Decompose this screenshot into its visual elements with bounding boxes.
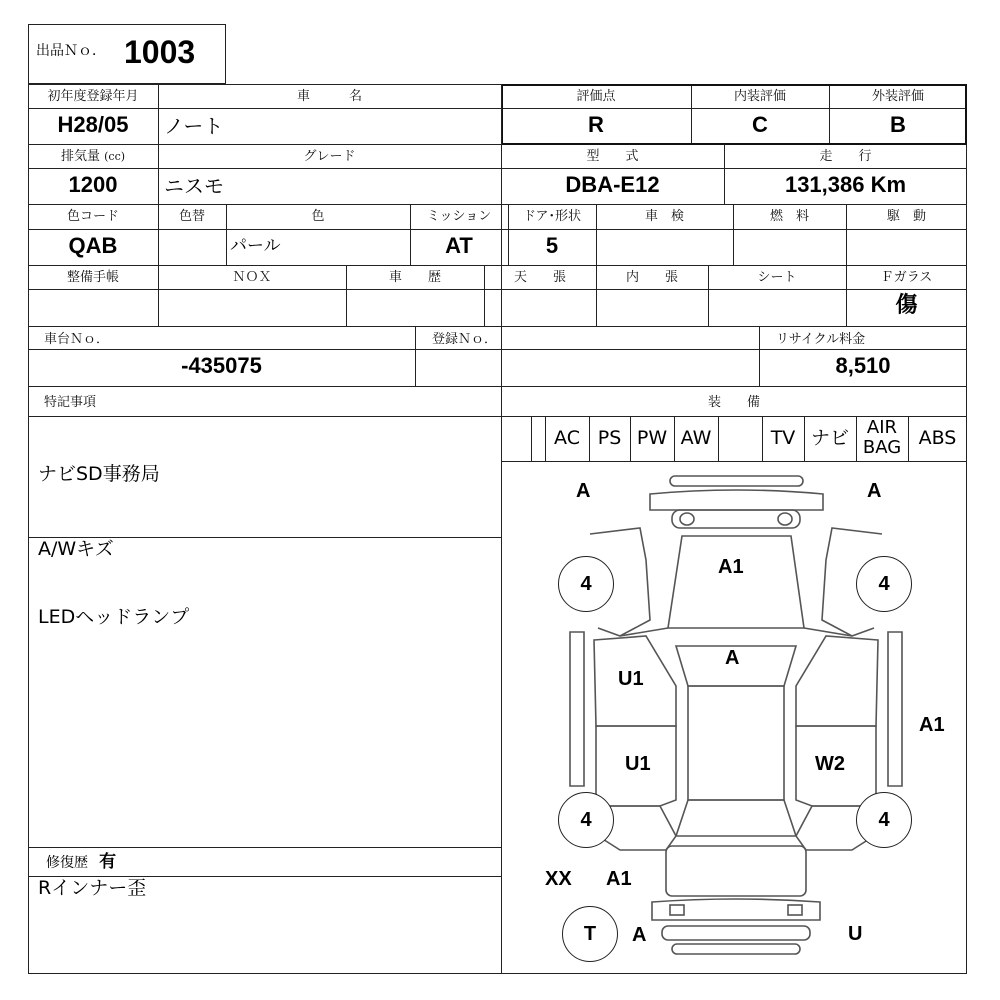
history-label: 車 歴 <box>388 270 441 285</box>
interior-value: C <box>752 112 768 137</box>
inner-label: 内 張 <box>625 270 678 285</box>
roof-label: 天 張 <box>513 270 566 285</box>
mark-left-rear-door: U1 <box>625 753 651 775</box>
lot-number: 1003 <box>124 34 196 70</box>
repair-note: Rインナー歪 <box>38 877 147 899</box>
color-code-label: 色コード <box>66 209 119 224</box>
mark-rear-left: XX <box>545 868 572 890</box>
seat-label: シート <box>757 270 797 285</box>
car-name-value: ノート <box>164 114 224 138</box>
chassis-label: 車台Ｎｏ． <box>44 332 110 347</box>
reg-year-label: 初年度登録年月 <box>47 89 139 104</box>
inspection-label: 車 検 <box>644 209 684 224</box>
tire-front-right: 4 <box>856 556 912 612</box>
rule <box>28 326 967 327</box>
car-name-label: 車 名 <box>296 89 362 104</box>
model-value: DBA-E12 <box>565 172 660 197</box>
mark-rear-quarter-left: A1 <box>606 868 632 890</box>
mark-right-rear-door: W2 <box>815 753 845 775</box>
repair-value: 有 <box>99 852 117 872</box>
mission-value: AT <box>445 233 473 258</box>
model-label: 型 式 <box>586 149 639 164</box>
equip-navi: ナビ <box>810 427 849 449</box>
equipment-label: 装 備 <box>707 395 760 410</box>
tire-rear-right: 4 <box>856 792 912 848</box>
mark-hood: A1 <box>718 556 744 578</box>
note-line-1: ナビSD事務局 <box>38 463 160 485</box>
chassis-value: -435075 <box>181 353 262 378</box>
score-label: 評価点 <box>576 89 616 104</box>
color-label: 色 <box>311 209 325 224</box>
mark-right-side: A1 <box>919 714 945 736</box>
rule <box>28 289 967 290</box>
rule <box>28 847 501 848</box>
equip-abs: ABS <box>918 427 957 449</box>
mark-front-right: A <box>867 480 882 502</box>
mark-front-left: A <box>576 480 591 502</box>
mission-label: ミッション <box>426 209 492 224</box>
equip-tv: TV <box>770 427 796 449</box>
color-value: パール <box>230 236 281 256</box>
exterior-value: B <box>890 112 906 137</box>
notes-label: 特記事項 <box>44 395 97 410</box>
tire-front-left: 4 <box>558 556 614 612</box>
lot-number-label: 出品Ｎｏ． <box>36 43 106 59</box>
equip-blank-1 <box>531 416 545 460</box>
grade-value: ニスモ <box>164 174 224 198</box>
displacement-value: 1200 <box>68 172 118 197</box>
note-line-2: A/Wキズ <box>38 538 114 560</box>
score-value: R <box>588 112 604 137</box>
equip-blank-2 <box>718 416 762 460</box>
rule <box>28 349 967 350</box>
car-diagram <box>501 461 967 974</box>
rule <box>28 265 967 266</box>
glass-value: 傷 <box>895 293 918 318</box>
equip-ps: PS <box>597 427 622 449</box>
door-value: 5 <box>545 233 559 258</box>
equip-airbag: AIR BAG <box>862 417 902 458</box>
tire-spare: T <box>562 906 618 962</box>
mark-windshield: A <box>725 647 740 669</box>
recycle-value: 8,510 <box>835 353 891 378</box>
drive-label: 駆 動 <box>886 209 926 224</box>
equip-ac: AC <box>554 427 580 449</box>
rule <box>415 326 416 386</box>
mileage-value: 131,386 Km <box>784 172 907 197</box>
rule <box>28 168 967 169</box>
repair-history <box>46 850 116 875</box>
reg-year-value: H28/05 <box>57 112 129 137</box>
color-code-value: QAB <box>68 233 118 258</box>
exterior-label: 外装評価 <box>871 89 924 104</box>
note-line-3: LEDヘッドランプ <box>38 606 190 628</box>
door-label: ドア･形状 <box>522 209 582 224</box>
registration-label: 登録Ｎｏ． <box>432 332 498 347</box>
displacement-label <box>28 149 158 165</box>
displacement-unit: (cc) <box>104 150 126 163</box>
rule <box>28 204 967 205</box>
tire-rear-left: 4 <box>558 792 614 848</box>
displacement-label-text: 排気量 <box>60 149 100 164</box>
repaint-label: 色替 <box>178 209 205 224</box>
mark-rear-bumper-right: U <box>848 923 863 945</box>
interior-label: 内装評価 <box>733 89 786 104</box>
mark-left-front-door: U1 <box>618 668 644 690</box>
equip-pw: PW <box>636 427 668 449</box>
rule <box>28 386 967 387</box>
fuel-label: 燃 料 <box>769 209 809 224</box>
maintenance-label: 整備手帳 <box>66 270 119 285</box>
mileage-label: 走 行 <box>819 149 872 164</box>
glass-label: Ｆガラス <box>880 270 933 285</box>
recycle-label: リサイクル料金 <box>776 332 866 347</box>
equip-aw: AW <box>680 427 712 449</box>
mark-rear-bumper-left: A <box>632 924 647 946</box>
nox-label: ＮＯＸ <box>232 270 272 285</box>
grade-label: グレード <box>303 149 356 164</box>
rule <box>28 229 967 230</box>
repair-label: 修復歴 <box>46 855 88 871</box>
